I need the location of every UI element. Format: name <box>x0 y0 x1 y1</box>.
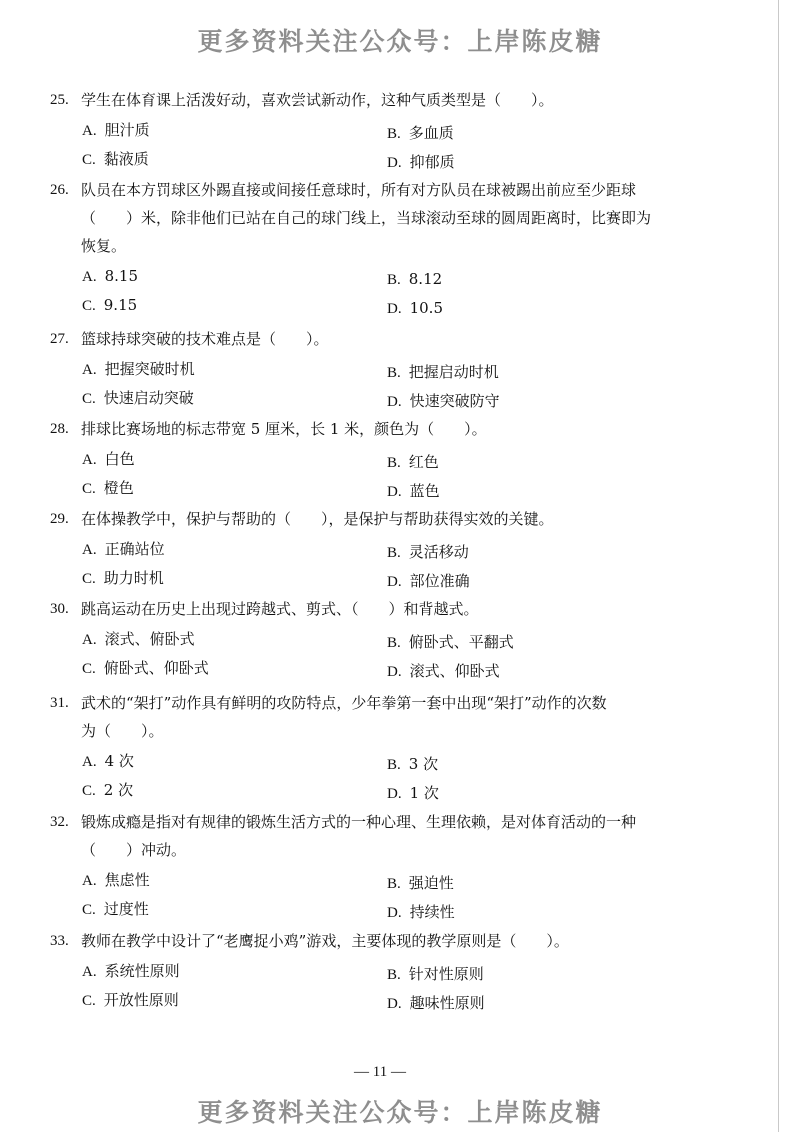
question-stem <box>50 595 730 623</box>
stem-line: 教师在教学中设计了“老鹰捉小鸡”游戏，主要体现的教学原则是（ ）。 <box>81 932 569 950</box>
option-b: B. 多血质 <box>387 124 454 142</box>
option-d: D. 滚式、仰卧式 <box>387 662 500 680</box>
option-b: B. 针对性原则 <box>387 965 484 983</box>
question-number: 31. <box>50 695 69 711</box>
question-33 <box>50 927 730 1015</box>
stem-line: 排球比赛场地的标志带宽 5 厘米，长 1 米，颜色为（ ）。 <box>81 420 487 438</box>
stem-line: （ ）冲动。 <box>81 841 187 859</box>
option-c: C. 开放性原则 <box>82 991 179 1009</box>
question-stem <box>50 689 730 745</box>
option-b: B. 红色 <box>387 453 439 471</box>
stem-line: 武术的“架打”动作具有鲜明的攻防特点，少年拳第一套中出现“架打”动作的次数 <box>81 694 607 712</box>
option-d: D. 趣味性原则 <box>387 994 485 1012</box>
option-a: A. 把握突破时机 <box>82 360 195 378</box>
options <box>82 443 730 503</box>
question-number: 26. <box>50 182 69 198</box>
question-stem <box>50 505 730 533</box>
option-b: B. 8.12 <box>387 270 443 288</box>
question-number: 25. <box>50 92 69 108</box>
question-number: 27. <box>50 331 69 347</box>
options <box>82 623 730 683</box>
option-d: D. 1 次 <box>387 784 439 802</box>
option-b: B. 3 次 <box>387 755 439 773</box>
page-number: — 11 — <box>354 1064 406 1080</box>
question-number: 33. <box>50 933 69 949</box>
question-28 <box>50 415 730 503</box>
option-a: A. 正确站位 <box>82 540 165 558</box>
stem-line: （ ）米，除非他们已站在自己的球门线上，当球滚动至球的圆周距离时，比赛即为 <box>81 209 652 227</box>
watermark-top: 更多资料关注公众号：上岸陈皮糖 <box>197 27 603 56</box>
option-a: A. 胆汁质 <box>82 121 150 139</box>
question-stem <box>50 86 730 114</box>
option-a: A. 焦虑性 <box>82 871 150 889</box>
question-stem <box>50 325 730 353</box>
option-d: D. 快速突破防守 <box>387 392 500 410</box>
options <box>82 533 730 593</box>
option-a: A. 滚式、俯卧式 <box>82 630 195 648</box>
question-27 <box>50 325 730 413</box>
options <box>82 114 730 174</box>
question-29 <box>50 505 730 593</box>
stem-line: 为（ ）。 <box>81 722 164 740</box>
option-b: B. 灵活移动 <box>387 543 469 561</box>
question-32 <box>50 808 730 924</box>
question-number: 28. <box>50 421 69 437</box>
option-c: C. 9.15 <box>82 296 138 314</box>
option-d: D. 10.5 <box>387 299 443 317</box>
question-stem <box>50 176 730 260</box>
option-d: D. 蓝色 <box>387 482 440 500</box>
options <box>82 260 730 320</box>
option-d: D. 持续性 <box>387 903 455 921</box>
option-c: C. 黏液质 <box>82 150 149 168</box>
stem-line: 恢复。 <box>81 237 127 255</box>
option-b: B. 把握启动时机 <box>387 363 499 381</box>
option-a: A. 4 次 <box>82 752 134 770</box>
option-b: B. 强迫性 <box>387 874 454 892</box>
options <box>82 864 730 924</box>
option-c: C. 俯卧式、仰卧式 <box>82 659 209 677</box>
question-number: 32. <box>50 814 69 830</box>
option-a: A. 白色 <box>82 450 135 468</box>
question-number: 30. <box>50 601 69 617</box>
stem-line: 队员在本方罚球区外踢直接或间接任意球时，所有对方队员在球被踢出前应至少距球 <box>81 181 637 199</box>
option-d: D. 部位准确 <box>387 572 470 590</box>
options <box>82 745 730 805</box>
options <box>82 353 730 413</box>
options <box>82 955 730 1015</box>
question-stem <box>50 415 730 443</box>
question-30 <box>50 595 730 683</box>
option-d: D. 抑郁质 <box>387 153 455 171</box>
question-stem <box>50 927 730 955</box>
option-c: C. 快速启动突破 <box>82 389 194 407</box>
question-stem <box>50 808 730 864</box>
question-25 <box>50 86 730 174</box>
stem-line: 篮球持球突破的技术难点是（ ）。 <box>81 330 329 348</box>
option-c: C. 助力时机 <box>82 569 164 587</box>
stem-line: 跳高运动在历史上出现过跨越式、剪式、（ ）和背越式。 <box>81 600 479 618</box>
stem-line: 学生在体育课上活泼好动，喜欢尝试新动作，这种气质类型是（ ）。 <box>81 91 554 109</box>
stem-line: 锻炼成瘾是指对有规律的锻炼生活方式的一种心理、生理依赖，是对体育活动的一种 <box>81 813 637 831</box>
question-26 <box>50 176 730 320</box>
option-c: C. 橙色 <box>82 479 134 497</box>
option-a: A. 8.15 <box>82 267 138 285</box>
option-b: B. 俯卧式、平翻式 <box>387 633 514 651</box>
question-number: 29. <box>50 511 69 527</box>
option-c: C. 2 次 <box>82 781 134 799</box>
stem-line: 在体操教学中，保护与帮助的（ ），是保护与帮助获得实效的关键。 <box>81 510 554 528</box>
question-31 <box>50 689 730 805</box>
option-a: A. 系统性原则 <box>82 962 180 980</box>
watermark-bottom: 更多资料关注公众号：上岸陈皮糖 <box>197 1098 603 1127</box>
option-c: C. 过度性 <box>82 900 149 918</box>
